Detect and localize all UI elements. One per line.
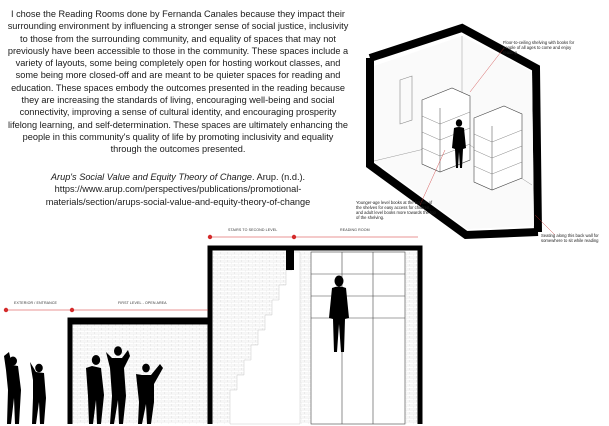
marker-first-level: FIRST LEVEL - OPEN AREA: [118, 301, 167, 305]
reading-room-windows: [311, 252, 405, 424]
citation-publisher: . Arup. (n.d.).: [252, 172, 306, 182]
essay-paragraph: I chose the Reading Rooms done by Fernanda Canales because they impact their surrounding environment by influencing a stronger sense of social justice, inclusivity to those from the surrounding community, and equality of spaces that may not previously have been accessible to those in the community. These spaces include a variety of layouts, some being completely open for hosting workout classes, and some being more closed-off and are meant to be quieter spaces for reading and education. These spaces embody the outcomes presented in the reading because they are increasing the standards of living, encouraging well-being and social connectivity, improving a sense of cultural identity, and encouraging prosperity lifelong learning, and self-determination. These spaces are ultimately enhancing the people in this community's quality of life by promoting inclusivity and equality through the outcomes presented.: [7, 9, 349, 155]
marker-reading-room: READING ROOM: [340, 228, 370, 232]
section-drawing: [4, 248, 420, 424]
note-shelving-bottom: Younger-age level books at the bottom of the shelves for easy access for children, and adult level books more towards the top of the shelving.: [356, 200, 436, 220]
citation-title: Arup's Social Value and Equity Theory of Change: [50, 172, 252, 182]
citation-url[interactable]: https://www.arup.com/perspectives/publications/promotional-materials/section/arups-social-value-and-equity-theory-of-change: [45, 184, 311, 207]
marker-exterior: EXTERIOR / ENTRANCE: [14, 301, 58, 305]
note-seating: Seating along this back wall for somewhere to sit while reading: [541, 233, 599, 243]
note-shelving-top: Floor-to-ceiling shelving with books for people of all ages to come and enjoy reading.: [503, 40, 575, 55]
bookshelf-right: [474, 106, 522, 190]
marker-stairs: STAIRS TO SECOND LEVEL: [228, 228, 278, 232]
